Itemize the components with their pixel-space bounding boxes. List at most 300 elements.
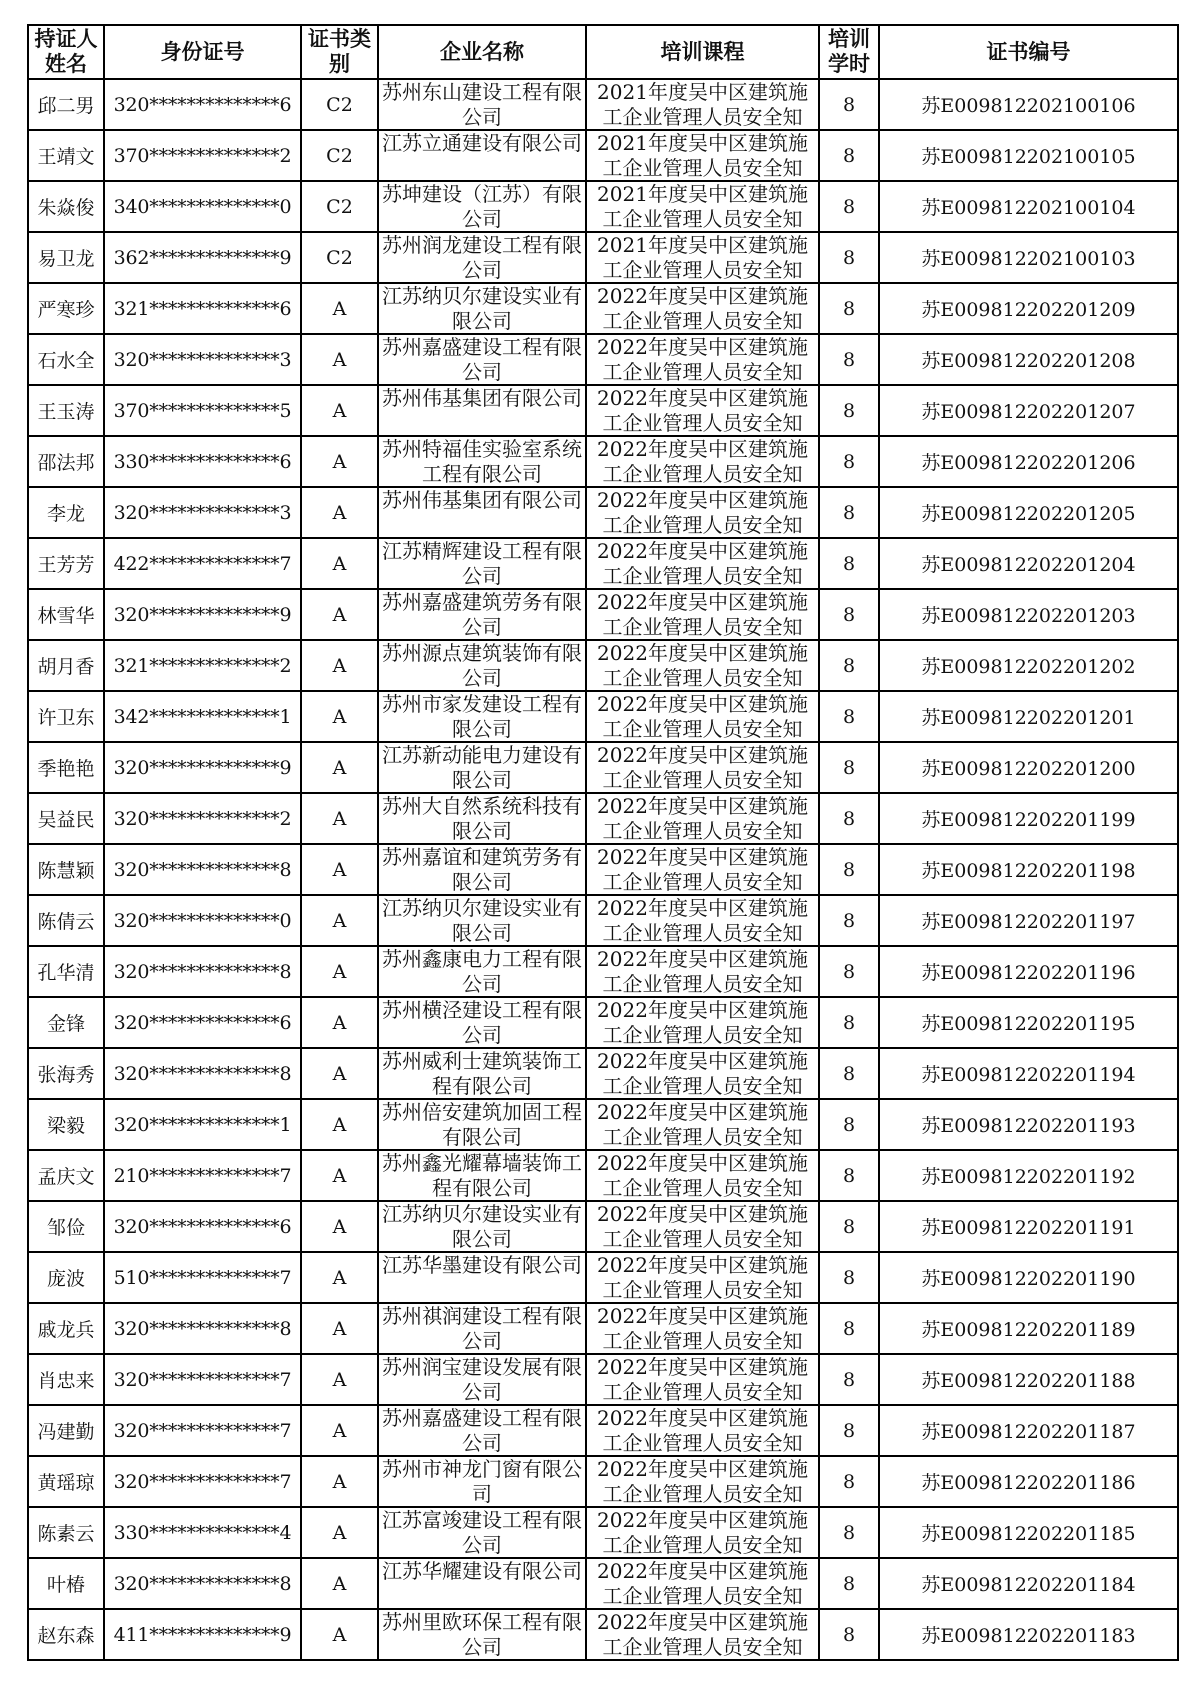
- cell-company-text: 苏州伟基集团有限公司: [382, 386, 582, 410]
- cell-course: [586, 538, 819, 589]
- cell-cert-type: A: [301, 1558, 378, 1609]
- cell-course-text: 2022年度吴中区建筑施工企业管理人员安全知: [597, 1610, 808, 1658]
- cell-cert-type: C2: [301, 181, 378, 232]
- cell-name: 林雪华: [28, 589, 104, 640]
- cell-cert-type: A: [301, 1201, 378, 1252]
- cell-course: [586, 1558, 819, 1609]
- cell-name: 庞波: [28, 1252, 104, 1303]
- cell-cert-type: A: [301, 589, 378, 640]
- cell-id-number: 321**************6: [104, 283, 301, 334]
- cell-course: [586, 334, 819, 385]
- cell-company-text: 苏州源点建筑装饰有限公司: [382, 641, 582, 689]
- header-type: 证书类别: [301, 25, 378, 79]
- cell-cert-type: A: [301, 1507, 378, 1558]
- cell-cert-no: 苏E009812202100105: [879, 130, 1178, 181]
- cell-company: [378, 997, 586, 1048]
- cell-id-number: 510**************7: [104, 1252, 301, 1303]
- cell-company-text: 苏州鑫康电力工程有限公司: [382, 947, 582, 995]
- cell-company-text: 苏州嘉谊和建筑劳务有限公司: [382, 845, 582, 893]
- cell-name: 邱二男: [28, 79, 104, 130]
- cell-hours: 8: [819, 844, 879, 895]
- cell-hours: 8: [819, 79, 879, 130]
- table-row: [28, 1048, 1178, 1099]
- cell-cert-no: 苏E009812202201193: [879, 1099, 1178, 1150]
- cell-cert-type: A: [301, 334, 378, 385]
- cell-cert-type: A: [301, 1456, 378, 1507]
- cell-course: [586, 130, 819, 181]
- cell-name: 梁毅: [28, 1099, 104, 1150]
- cell-cert-no: 苏E009812202201206: [879, 436, 1178, 487]
- cell-name: 朱焱俊: [28, 181, 104, 232]
- cell-course-text: 2022年度吴中区建筑施工企业管理人员安全知: [597, 1355, 808, 1403]
- cell-id-number: 411**************9: [104, 1609, 301, 1660]
- cell-hours: 8: [819, 283, 879, 334]
- cell-course: [586, 283, 819, 334]
- cell-cert-type: A: [301, 640, 378, 691]
- table-row: [28, 181, 1178, 232]
- cell-cert-type: A: [301, 691, 378, 742]
- cell-name: 季艳艳: [28, 742, 104, 793]
- cell-company: [378, 589, 586, 640]
- cell-course-text: 2022年度吴中区建筑施工企业管理人员安全知: [597, 590, 808, 638]
- cell-hours: 8: [819, 436, 879, 487]
- cell-company: [378, 1558, 586, 1609]
- cell-course: [586, 1150, 819, 1201]
- cell-course-text: 2022年度吴中区建筑施工企业管理人员安全知: [597, 284, 808, 332]
- cell-course-text: 2021年度吴中区建筑施工企业管理人员安全知: [597, 131, 808, 179]
- cell-course-text: 2021年度吴中区建筑施工企业管理人员安全知: [597, 233, 808, 281]
- cell-course: [586, 232, 819, 283]
- cell-hours: 8: [819, 334, 879, 385]
- cell-company: [378, 538, 586, 589]
- cell-id-number: 320**************7: [104, 1405, 301, 1456]
- cell-cert-no: 苏E009812202201190: [879, 1252, 1178, 1303]
- cell-company: [378, 436, 586, 487]
- cell-course-text: 2021年度吴中区建筑施工企业管理人员安全知: [597, 182, 808, 230]
- cell-company-text: 江苏纳贝尔建设实业有限公司: [382, 1202, 582, 1250]
- cell-course: [586, 691, 819, 742]
- cell-hours: 8: [819, 1150, 879, 1201]
- cell-company: [378, 130, 586, 181]
- cell-cert-no: 苏E009812202201208: [879, 334, 1178, 385]
- cell-course: [586, 640, 819, 691]
- cell-company-text: 苏州东山建设工程有限公司: [382, 80, 582, 128]
- cell-name: 邵法邦: [28, 436, 104, 487]
- cell-cert-type: A: [301, 1150, 378, 1201]
- cell-course-text: 2022年度吴中区建筑施工企业管理人员安全知: [597, 437, 808, 485]
- cell-cert-type: A: [301, 742, 378, 793]
- cell-cert-no: 苏E009812202201186: [879, 1456, 1178, 1507]
- cell-id-number: 320**************8: [104, 1048, 301, 1099]
- cell-company-text: 江苏纳贝尔建设实业有限公司: [382, 284, 582, 332]
- table-row: [28, 793, 1178, 844]
- cell-name: 黄瑶琼: [28, 1456, 104, 1507]
- header-row: [28, 25, 1178, 79]
- cell-course: [586, 1099, 819, 1150]
- cell-cert-no: 苏E009812202201209: [879, 283, 1178, 334]
- cell-cert-type: C2: [301, 232, 378, 283]
- table-row: [28, 436, 1178, 487]
- header-company: 企业名称: [378, 25, 586, 79]
- cell-course: [586, 946, 819, 997]
- cell-cert-no: 苏E009812202201187: [879, 1405, 1178, 1456]
- cell-course-text: 2022年度吴中区建筑施工企业管理人员安全知: [597, 1202, 808, 1250]
- cell-cert-no: 苏E009812202100106: [879, 79, 1178, 130]
- cell-hours: 8: [819, 385, 879, 436]
- cell-name: 陈倩云: [28, 895, 104, 946]
- header-hours: 培训学时: [819, 25, 879, 79]
- table-row: [28, 742, 1178, 793]
- cell-id-number: 342**************1: [104, 691, 301, 742]
- cell-course-text: 2022年度吴中区建筑施工企业管理人员安全知: [597, 692, 808, 740]
- cell-cert-no: 苏E009812202201199: [879, 793, 1178, 844]
- cell-course: [586, 1303, 819, 1354]
- cell-company-text: 苏州里欧环保工程有限公司: [382, 1610, 582, 1658]
- cell-course: [586, 436, 819, 487]
- cell-id-number: 370**************2: [104, 130, 301, 181]
- table-row: [28, 538, 1178, 589]
- cell-course-text: 2022年度吴中区建筑施工企业管理人员安全知: [597, 743, 808, 791]
- cell-course-text: 2022年度吴中区建筑施工企业管理人员安全知: [597, 641, 808, 689]
- cell-company: [378, 895, 586, 946]
- cell-hours: 8: [819, 1507, 879, 1558]
- cell-hours: 8: [819, 946, 879, 997]
- cell-id-number: 320**************7: [104, 1354, 301, 1405]
- cell-name: 李龙: [28, 487, 104, 538]
- cell-cert-type: A: [301, 844, 378, 895]
- cell-cert-no: 苏E009812202201198: [879, 844, 1178, 895]
- cell-cert-no: 苏E009812202201195: [879, 997, 1178, 1048]
- cell-name: 许卫东: [28, 691, 104, 742]
- header-cert-no: 证书编号: [879, 25, 1178, 79]
- cell-company: [378, 793, 586, 844]
- cell-course-text: 2022年度吴中区建筑施工企业管理人员安全知: [597, 488, 808, 536]
- cell-hours: 8: [819, 1048, 879, 1099]
- cell-hours: 8: [819, 1354, 879, 1405]
- cell-cert-type: A: [301, 1609, 378, 1660]
- cell-company: [378, 487, 586, 538]
- cell-course-text: 2022年度吴中区建筑施工企业管理人员安全知: [597, 1406, 808, 1454]
- cell-name: 张海秀: [28, 1048, 104, 1099]
- cell-id-number: 320**************2: [104, 793, 301, 844]
- cell-company: [378, 1252, 586, 1303]
- cell-company-text: 江苏精辉建设工程有限公司: [382, 539, 582, 587]
- cell-cert-type: A: [301, 946, 378, 997]
- cell-cert-type: A: [301, 1354, 378, 1405]
- cell-id-number: 320**************3: [104, 334, 301, 385]
- cell-course: [586, 997, 819, 1048]
- table-row: [28, 385, 1178, 436]
- cell-company-text: 江苏新动能电力建设有限公司: [382, 743, 582, 791]
- cell-company: [378, 1303, 586, 1354]
- cell-course-text: 2022年度吴中区建筑施工企业管理人员安全知: [597, 794, 808, 842]
- cell-id-number: 320**************8: [104, 946, 301, 997]
- cell-course: [586, 589, 819, 640]
- cell-cert-no: 苏E009812202201207: [879, 385, 1178, 436]
- cell-cert-no: 苏E009812202201203: [879, 589, 1178, 640]
- cell-course: [586, 895, 819, 946]
- table-row: [28, 1303, 1178, 1354]
- cell-course-text: 2022年度吴中区建筑施工企业管理人员安全知: [597, 1559, 808, 1607]
- cell-id-number: 210**************7: [104, 1150, 301, 1201]
- cell-course: [586, 793, 819, 844]
- cell-cert-no: 苏E009812202201197: [879, 895, 1178, 946]
- cell-id-number: 320**************8: [104, 1303, 301, 1354]
- table-row: [28, 1354, 1178, 1405]
- cell-id-number: 330**************4: [104, 1507, 301, 1558]
- cell-course: [586, 1201, 819, 1252]
- cell-hours: 8: [819, 1405, 879, 1456]
- cell-name: 王芳芳: [28, 538, 104, 589]
- cell-course-text: 2022年度吴中区建筑施工企业管理人员安全知: [597, 335, 808, 383]
- table-row: [28, 1507, 1178, 1558]
- cell-company-text: 江苏华墨建设有限公司: [382, 1253, 582, 1277]
- cell-cert-no: 苏E009812202201183: [879, 1609, 1178, 1660]
- cell-name: 陈素云: [28, 1507, 104, 1558]
- cell-hours: 8: [819, 130, 879, 181]
- cell-hours: 8: [819, 538, 879, 589]
- cell-company: [378, 385, 586, 436]
- cell-company: [378, 1609, 586, 1660]
- cell-course: [586, 1609, 819, 1660]
- header-id: 身份证号: [104, 25, 301, 79]
- cell-course: [586, 181, 819, 232]
- cell-cert-type: C2: [301, 79, 378, 130]
- cell-id-number: 362**************9: [104, 232, 301, 283]
- cell-course-text: 2021年度吴中区建筑施工企业管理人员安全知: [597, 80, 808, 128]
- cell-company-text: 苏州大自然系统科技有限公司: [382, 794, 582, 842]
- cell-hours: 8: [819, 1099, 879, 1150]
- cell-id-number: 320**************8: [104, 844, 301, 895]
- cell-cert-type: C2: [301, 130, 378, 181]
- cell-id-number: 320**************0: [104, 895, 301, 946]
- cell-hours: 8: [819, 1609, 879, 1660]
- cell-cert-no: 苏E009812202201204: [879, 538, 1178, 589]
- cell-company-text: 苏州祺润建设工程有限公司: [382, 1304, 582, 1352]
- cell-company-text: 苏州横泾建设工程有限公司: [382, 998, 582, 1046]
- cell-company-text: 苏州嘉盛建设工程有限公司: [382, 1406, 582, 1454]
- table-row: [28, 1558, 1178, 1609]
- cell-course-text: 2022年度吴中区建筑施工企业管理人员安全知: [597, 386, 808, 434]
- cell-id-number: 320**************9: [104, 589, 301, 640]
- cell-company-text: 苏州润龙建设工程有限公司: [382, 233, 582, 281]
- cell-name: 孔华清: [28, 946, 104, 997]
- cell-name: 赵东森: [28, 1609, 104, 1660]
- cell-cert-no: 苏E009812202201192: [879, 1150, 1178, 1201]
- cell-cert-no: 苏E009812202201189: [879, 1303, 1178, 1354]
- cell-course: [586, 79, 819, 130]
- cell-id-number: 320**************6: [104, 1201, 301, 1252]
- table-row: [28, 283, 1178, 334]
- cell-id-number: 330**************6: [104, 436, 301, 487]
- cell-cert-type: A: [301, 793, 378, 844]
- cell-hours: 8: [819, 487, 879, 538]
- cell-company: [378, 1048, 586, 1099]
- cell-company: [378, 1354, 586, 1405]
- cell-course: [586, 1252, 819, 1303]
- cell-course: [586, 1354, 819, 1405]
- table-row: [28, 79, 1178, 130]
- cell-hours: 8: [819, 997, 879, 1048]
- table-row: [28, 1252, 1178, 1303]
- table-row: [28, 997, 1178, 1048]
- cell-company-text: 苏州威利士建筑装饰工程有限公司: [382, 1049, 582, 1097]
- cell-course-text: 2022年度吴中区建筑施工企业管理人员安全知: [597, 1304, 808, 1352]
- cell-cert-type: A: [301, 436, 378, 487]
- cell-cert-no: 苏E009812202201188: [879, 1354, 1178, 1405]
- cell-id-number: 320**************9: [104, 742, 301, 793]
- cell-name: 戚龙兵: [28, 1303, 104, 1354]
- cell-course: [586, 1507, 819, 1558]
- cell-hours: 8: [819, 589, 879, 640]
- cell-cert-type: A: [301, 385, 378, 436]
- cell-company: [378, 181, 586, 232]
- cell-name: 胡月香: [28, 640, 104, 691]
- table-body: [28, 79, 1178, 1660]
- cell-cert-no: 苏E009812202201194: [879, 1048, 1178, 1099]
- cell-company: [378, 334, 586, 385]
- cell-cert-type: A: [301, 997, 378, 1048]
- cell-name: 邹俭: [28, 1201, 104, 1252]
- cell-hours: 8: [819, 1201, 879, 1252]
- cell-company: [378, 1456, 586, 1507]
- cell-id-number: 320**************6: [104, 79, 301, 130]
- cell-course: [586, 385, 819, 436]
- cell-name: 孟庆文: [28, 1150, 104, 1201]
- cell-hours: 8: [819, 232, 879, 283]
- table-row: [28, 691, 1178, 742]
- cell-course-text: 2022年度吴中区建筑施工企业管理人员安全知: [597, 539, 808, 587]
- cell-hours: 8: [819, 1456, 879, 1507]
- cell-cert-no: 苏E009812202201184: [879, 1558, 1178, 1609]
- table-row: [28, 895, 1178, 946]
- cell-hours: 8: [819, 1252, 879, 1303]
- cell-cert-no: 苏E009812202100104: [879, 181, 1178, 232]
- table-row: [28, 640, 1178, 691]
- cell-company-text: 苏坤建设（江苏）有限公司: [382, 182, 582, 230]
- cell-cert-no: 苏E009812202201185: [879, 1507, 1178, 1558]
- cell-hours: 8: [819, 1303, 879, 1354]
- cell-company-text: 苏州伟基集团有限公司: [382, 488, 582, 512]
- cell-company: [378, 946, 586, 997]
- cell-id-number: 320**************6: [104, 997, 301, 1048]
- cell-id-number: 320**************8: [104, 1558, 301, 1609]
- cell-course-text: 2022年度吴中区建筑施工企业管理人员安全知: [597, 1508, 808, 1556]
- cell-cert-type: A: [301, 1252, 378, 1303]
- cell-course-text: 2022年度吴中区建筑施工企业管理人员安全知: [597, 1100, 808, 1148]
- cell-course: [586, 1456, 819, 1507]
- cell-company: [378, 640, 586, 691]
- cell-company: [378, 232, 586, 283]
- cell-cert-no: 苏E009812202201191: [879, 1201, 1178, 1252]
- cell-company: [378, 1099, 586, 1150]
- cell-cert-no: 苏E009812202201196: [879, 946, 1178, 997]
- cell-course: [586, 1048, 819, 1099]
- cell-name: 陈慧颖: [28, 844, 104, 895]
- table-row: [28, 844, 1178, 895]
- cell-company-text: 江苏纳贝尔建设实业有限公司: [382, 896, 582, 944]
- cell-cert-type: A: [301, 283, 378, 334]
- cell-company-text: 江苏华耀建设有限公司: [382, 1559, 582, 1583]
- cell-cert-no: 苏E009812202201200: [879, 742, 1178, 793]
- table-row: [28, 1201, 1178, 1252]
- cell-cert-type: A: [301, 487, 378, 538]
- cell-company-text: 江苏立通建设有限公司: [382, 131, 582, 155]
- cell-course: [586, 844, 819, 895]
- cell-company: [378, 1201, 586, 1252]
- cell-name: 王玉涛: [28, 385, 104, 436]
- cell-id-number: 370**************5: [104, 385, 301, 436]
- cell-name: 叶椿: [28, 1558, 104, 1609]
- cell-company-text: 苏州倍安建筑加固工程有限公司: [382, 1100, 582, 1148]
- cell-name: 石水全: [28, 334, 104, 385]
- cell-cert-no: 苏E009812202201205: [879, 487, 1178, 538]
- cell-course-text: 2022年度吴中区建筑施工企业管理人员安全知: [597, 998, 808, 1046]
- cell-cert-type: A: [301, 895, 378, 946]
- cell-company: [378, 691, 586, 742]
- cell-hours: 8: [819, 895, 879, 946]
- table-row: [28, 487, 1178, 538]
- cell-company: [378, 844, 586, 895]
- cell-name: 易卫龙: [28, 232, 104, 283]
- cell-cert-no: 苏E009812202201202: [879, 640, 1178, 691]
- table-row: [28, 1099, 1178, 1150]
- cell-company-text: 苏州特福佳实验室系统工程有限公司: [382, 437, 582, 485]
- cell-company: [378, 1507, 586, 1558]
- cell-company: [378, 79, 586, 130]
- cell-course: [586, 487, 819, 538]
- cell-name: 金锋: [28, 997, 104, 1048]
- cell-company: [378, 1405, 586, 1456]
- cell-id-number: 320**************1: [104, 1099, 301, 1150]
- cell-id-number: 321**************2: [104, 640, 301, 691]
- cell-company-text: 苏州润宝建设发展有限公司: [382, 1355, 582, 1403]
- cell-course-text: 2022年度吴中区建筑施工企业管理人员安全知: [597, 1151, 808, 1199]
- cell-company: [378, 283, 586, 334]
- cell-cert-type: A: [301, 1099, 378, 1150]
- cell-course-text: 2022年度吴中区建筑施工企业管理人员安全知: [597, 1253, 808, 1301]
- cell-hours: 8: [819, 742, 879, 793]
- cell-company-text: 苏州鑫光耀幕墙装饰工程有限公司: [382, 1151, 582, 1199]
- cell-course: [586, 742, 819, 793]
- cell-course-text: 2022年度吴中区建筑施工企业管理人员安全知: [597, 1049, 808, 1097]
- cell-cert-type: A: [301, 1048, 378, 1099]
- cell-id-number: 422**************7: [104, 538, 301, 589]
- table-row: [28, 946, 1178, 997]
- cell-id-number: 340**************0: [104, 181, 301, 232]
- table-row: [28, 232, 1178, 283]
- cell-hours: 8: [819, 181, 879, 232]
- certificate-table: [27, 24, 1179, 1661]
- cell-cert-type: A: [301, 1405, 378, 1456]
- header-name: 持证人姓名: [28, 25, 104, 79]
- cell-cert-type: A: [301, 538, 378, 589]
- cell-id-number: 320**************3: [104, 487, 301, 538]
- cell-company-text: 苏州市家发建设工程有限公司: [382, 692, 582, 740]
- cell-id-number: 320**************7: [104, 1456, 301, 1507]
- cell-name: 王靖文: [28, 130, 104, 181]
- cell-name: 吴益民: [28, 793, 104, 844]
- header-course: 培训课程: [586, 25, 819, 79]
- cell-company-text: 苏州嘉盛建设工程有限公司: [382, 335, 582, 383]
- cell-hours: 8: [819, 793, 879, 844]
- cell-cert-no: 苏E009812202201201: [879, 691, 1178, 742]
- cell-company: [378, 1150, 586, 1201]
- cell-name: 冯建勤: [28, 1405, 104, 1456]
- table-row: [28, 334, 1178, 385]
- cell-hours: 8: [819, 1558, 879, 1609]
- cell-cert-type: A: [301, 1303, 378, 1354]
